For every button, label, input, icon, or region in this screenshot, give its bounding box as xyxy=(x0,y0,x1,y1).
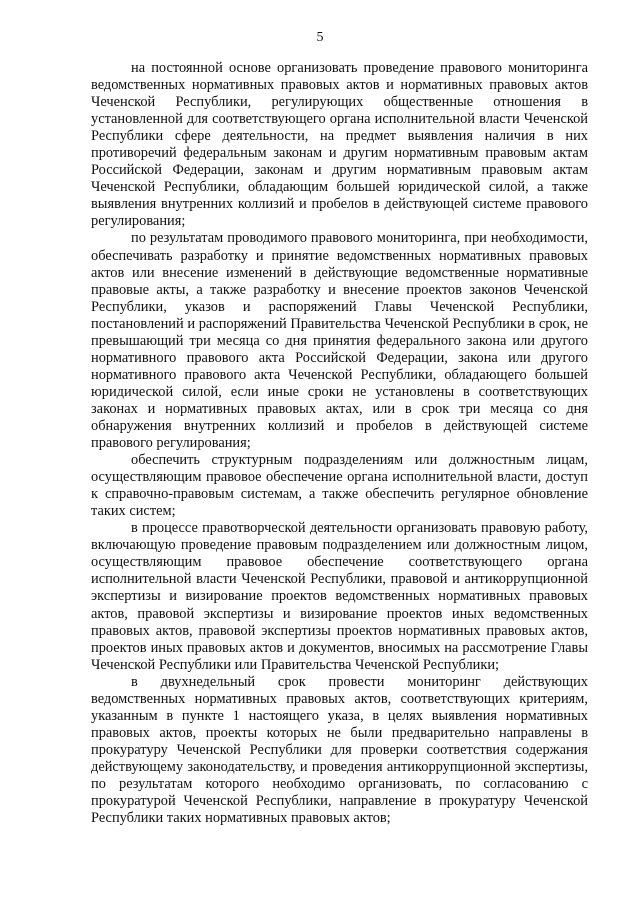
document-body xyxy=(91,60,588,827)
paragraph-two-week-monitoring: в двухнедельный срок провести мониторинг действующих ведомственных нормативных правовых актов, соответствующих критериям, указанным в пункте 1 настоящего указа, в целях выявления нормативных правовых актов, проекты которых не были предварительно направлены в прокуратуру Чеченской Республики для проверки соответствия содержания действующему законодательству, и проведения антикоррупционной экспертизы, по результатам которого необходимо организовать, по согласованию с прокуратурой Чеченской Республики, направление в прокуратуру Чеченской Республики таких нормативных правовых актов; xyxy=(91,673,588,827)
paragraph-lawmaking-work: в процессе правотворческой деятельности организовать правовую работу, включающую проведение правовым подразделением или должностным лицом, осуществляющим правовое обеспечение соответствующего органа исполнительной власти Чеченской Республики, правовой и антикоррупционной экспертизы и визирование проектов ведомственных нормативных правовых актов, правовой экспертизы и визирование проектов иных ведомственных правовых актов, правовой экспертизы проектов нормативных правовых актов, проектов иных правовых актов и документов, вносимых на рассмотрение Главы Чеченской Республики или Правительства Чеченской Республики; xyxy=(91,520,588,673)
paragraph-legal-systems-access: обеспечить структурным подразделениям или должностным лицам, осуществляющим правовое обеспечение органа исполнительной власти, доступ к справочно-правовым системам, а также обеспечить регулярное обновление таких систем; xyxy=(91,452,588,520)
page-number: 5 xyxy=(316,30,324,45)
paragraph-monitoring-results: по результатам проводимого правового мониторинга, при необходимости, обеспечивать разработку и принятие ведомственных нормативных правовых актов или внесение изменений в действующие ведомственные нормативные правовые акты, а также разработку и внесение проектов законов Чеченской Республики, указов и распоряжений Главы Чеченской Республики, постановлений и распоряжений Правительства Чеченской Республики в срок, не превышающий три месяца со дня принятия федерального закона или другого нормативного правового акта Российской Федерации, закона или другого нормативного правового акта Чеченской Республики, обладающего большей юридической силой, если иные сроки не установлены в соответствующих законах и нормативных правовых актах, или в срок три месяца со дня обнаружения внутренних коллизий и пробелов в действующей системе правового регулирования; xyxy=(91,230,588,452)
paragraph-monitoring: на постоянной основе организовать проведение правового мониторинга ведомственных нормативных правовых актов и нормативных правовых актов Чеченской Республики, регулирующих общественные отношения в установленной для соответствующего органа исполнительной власти Чеченской Республики сфере деятельности, на предмет выявления наличия в них противоречий федеральным законам и другим нормативным правовым актам Российской Федерации, законам и другим нормативным правовым актам Чеченской Республики, обладающим большей юридической силой, а также выявления внутренних коллизий и пробелов в действующей системе правового регулирования; xyxy=(91,60,588,230)
